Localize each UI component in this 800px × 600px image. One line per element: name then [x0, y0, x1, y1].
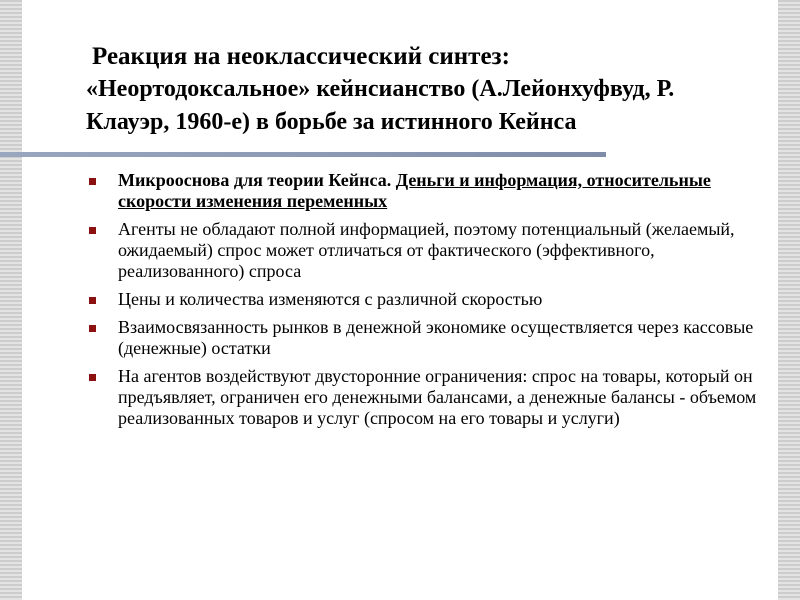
- square-bullet-icon: [89, 325, 96, 332]
- square-bullet-icon: [89, 227, 96, 234]
- bullet-item-4: [88, 317, 778, 359]
- bullet-item-3: [88, 289, 778, 310]
- title-line-1: Реакция на неоклассический синтез:: [92, 43, 510, 70]
- right-decorative-stripe: [778, 0, 800, 600]
- square-bullet-icon: [89, 178, 96, 185]
- square-bullet-icon: [89, 374, 96, 381]
- bullet-3-text: Цены и количества изменяются с различной скоростью: [118, 289, 543, 309]
- bullet-5-text: На агентов воздействуют двусторонние ограничения: спрос на товары, который он предъявляет, ограничен его денежными балансами, а денежные балансы - объемом реализованных товаров и услуг (спросом на его товары и услуги): [118, 366, 757, 428]
- slide-title: [86, 40, 726, 139]
- bullet-1-emphasis: Деньги и информация, относительные скорости изменения переменных: [118, 170, 711, 211]
- bullet-item-5: [88, 366, 778, 429]
- bullet-4-text: Взаимосвязанность рынков в денежной экономике осуществляется через кассовые (денежные) остатки: [118, 317, 754, 358]
- bullet-item-1: [88, 170, 778, 212]
- square-bullet-icon: [89, 297, 96, 304]
- title-underline-rule: [0, 152, 606, 157]
- bullet-list: [88, 170, 778, 436]
- bullet-2-text: Агенты не обладают полной информацией, поэтому потенциальный (желаемый, ожидаемый) спрос может отличаться от фактического (эффективного, реализованного) спроса: [118, 219, 735, 281]
- left-decorative-stripe: [0, 0, 22, 600]
- bullet-item-2: [88, 219, 778, 282]
- title-line-3: Клауэр, 1960-е) в борьбе за истинного Кейнса: [86, 109, 577, 135]
- title-line-2: «Неортодоксальное» кейнсианство (А.Лейонхуфвуд, Р.: [86, 76, 675, 102]
- bullet-1-lead: Микрооснова для теории Кейнса.: [118, 170, 396, 190]
